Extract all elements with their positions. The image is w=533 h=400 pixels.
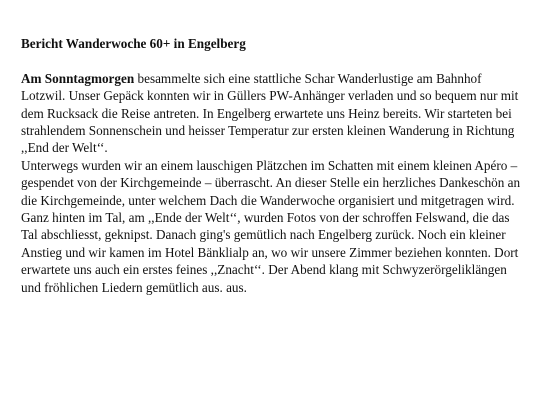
paragraph-text: Ganz hinten im Tal, am ,,Ende der Welt‘‘, wurden Fotos von der schroffen Felswand, die das Tal abschliesst, geknipst. Danach ging's gemütlich nach Engelberg zurück. Noch ein kleiner Anstieg und wir kamen im Hotel Bänklialp an, wo wir unsere Zimmer beziehen konnten. Dort erwartete uns auch ein erstes feines ,,Znacht‘‘. Der Abend klang mit Schwyzerörgeliklängen und fröhlichen Liedern gemütlich aus. aus. <box>21 210 519 295</box>
paragraph-apero <box>21 157 521 209</box>
paragraph-lead: Am Sonntagmorgen <box>21 70 135 86</box>
paragraph-sunday-morning <box>21 70 521 157</box>
document-title: Bericht Wanderwoche 60+ in Engelberg <box>21 36 246 51</box>
paragraph-text: besammelte sich eine stattliche Schar Wanderlustige am Bahnhof Lotzwil. Unser Gepäck konnten wir in Güllers PW-Anhänger verladen und so bequem nur mit dem Rucksack die Reise antreten. In Engelberg erwartete uns Heinz bereits. Wir starteten bei strahlendem Sonnenschein und heisser Temperatur zur ersten kleinen Wanderung in Richtung ,,End der Welt‘‘. <box>21 70 519 156</box>
paragraph-text: Unterwegs wurden wir an einem lauschigen Plätzchen im Schatten mit einem kleinen Apéro – gespendet von der Kirchgemeinde – überrascht. An dieser Stelle ein herzliches Dankeschön an die Kirchgemeinde, unter welchem Dach die Wanderwoche organisiert und mitgetragen wird. <box>21 157 521 208</box>
paragraph-end-of-world <box>21 209 521 296</box>
document-page <box>21 35 521 296</box>
